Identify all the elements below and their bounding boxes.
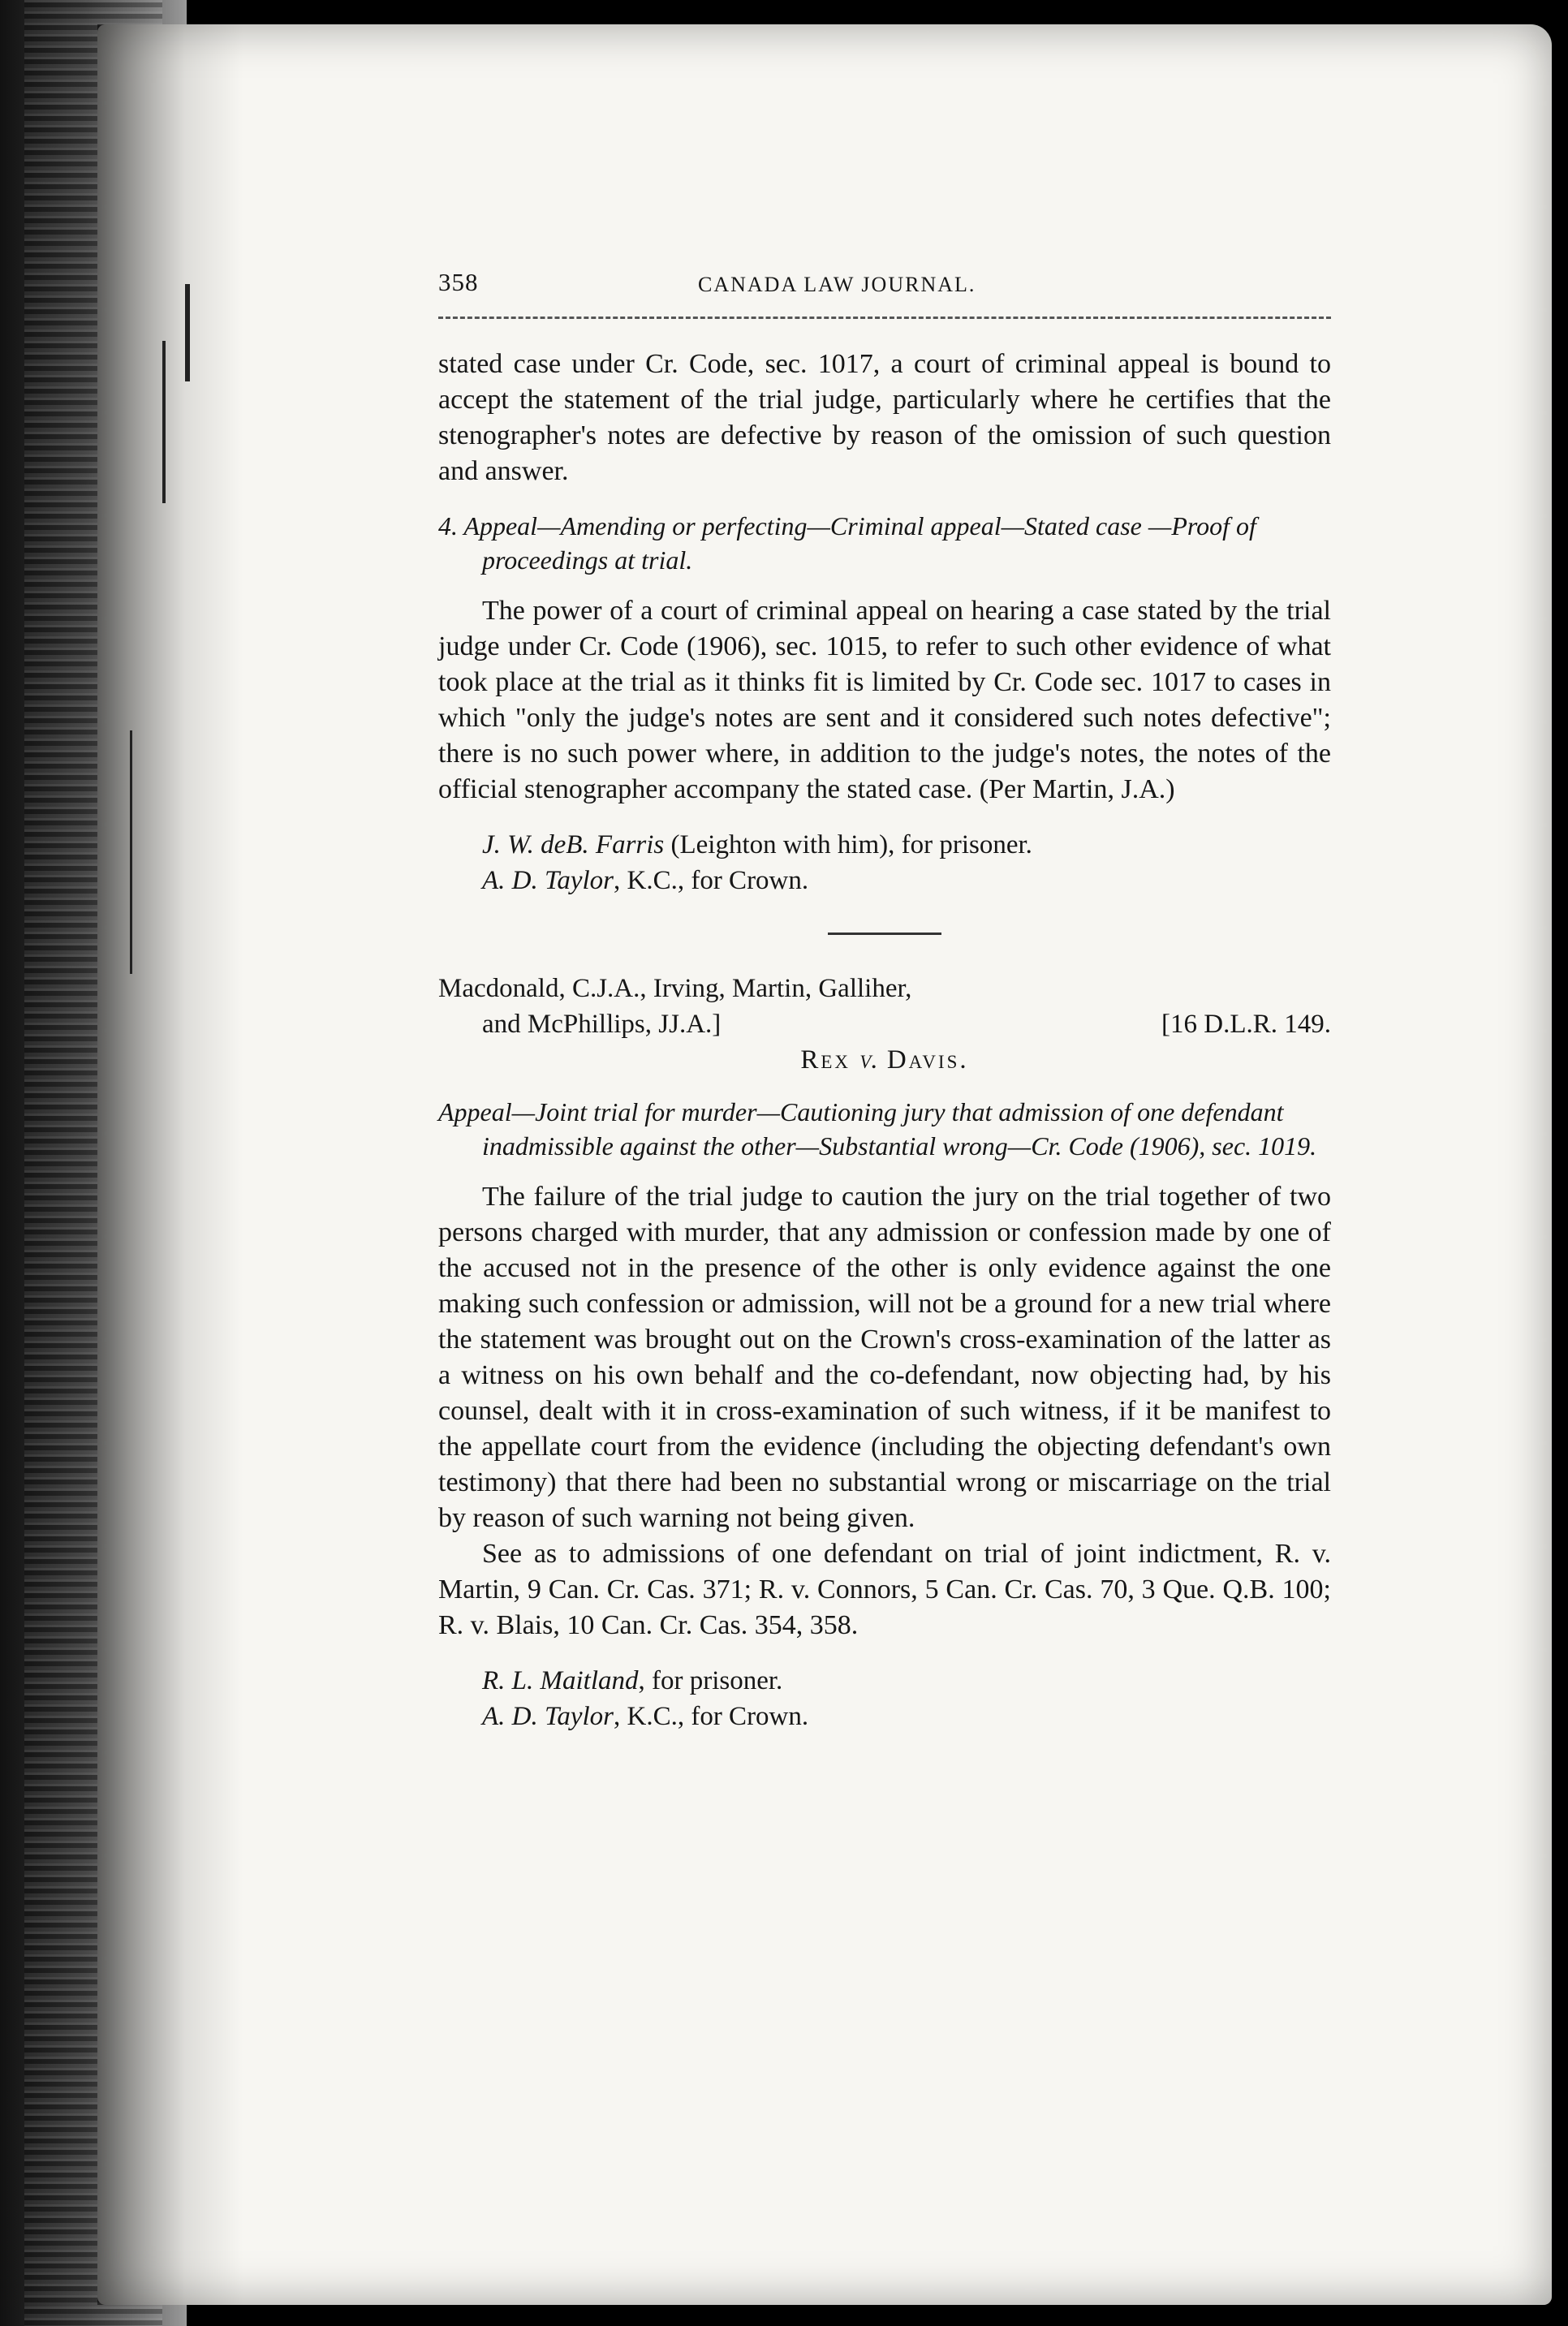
counsel-role: , K.C., for Crown. [613,866,809,895]
section-divider [828,933,941,935]
court-line-1: Macdonald, C.J.A., Irving, Martin, Galliher, [438,974,912,1003]
court-bench [438,971,1331,1042]
case-party-right: Davis. [886,1045,969,1075]
counsel-line [438,827,1331,863]
binding-mark [185,284,190,381]
counsel-name: A. D. Taylor [482,1702,614,1731]
counsel-name: J. W. deB. Farris [482,830,665,859]
court-justices: and McPhillips, JJ.A.] [482,1010,722,1039]
case-title [438,1045,1331,1075]
headnote-4: 4. Appeal—Amending or perfecting—Criminal appeal—Stated case —Proof of proceedings at trial. [438,511,1256,575]
header-rule [438,317,1331,319]
case-versus: v. [859,1045,878,1075]
counsel-role: , K.C., for Crown. [613,1702,809,1731]
counsel-name: A. D. Taylor [482,866,614,895]
page-header [438,268,1331,317]
case-paragraph-1: The failure of the trial judge to caution the jury on the trial together of two persons charged with murder, that any admission or confession made by one of the accused not in the presence of the other is only evidence against the one making such confession or admission, will not be a ground for a new trial where the statement was brought out on the Crown's cross-examination of the latter as a witness on his own behalf and the co-defendant, now objecting had, by his counsel, dealt with it in cross-examination of such witness, if it be manifest to the appellate court from the evidence (including the objecting defendant's own testimony) that there had been no substantial wrong or miscarriage on the trial by reason of such warning not being given. [438,1182,1331,1533]
opening-paragraph: stated case under Cr. Code, sec. 1017, a court of criminal appeal is bound to accept the statement of the trial judge, particularly where he certifies that the stenographer's notes are defective by reason of the omission of such question and answer. [438,349,1331,486]
counsel-name: R. L. Maitland [482,1666,639,1695]
page-number: 358 [438,268,479,296]
counsel-line [438,1699,1331,1734]
binding-mark [162,341,166,503]
counsel-line [438,863,1331,898]
counsel-block-1 [438,827,1331,898]
running-head: CANADA LAW JOURNAL. [698,273,976,296]
court-line-2 [438,1006,1331,1042]
counsel-block-2 [438,1663,1331,1734]
citation: [16 D.L.R. 149. [1161,1010,1331,1039]
case-party-left: Rex [800,1045,851,1075]
headnote-appeal: Appeal—Joint trial for murder—Cautioning jury that admission of one defendant inadmissible against the other—Substantial wrong—Cr. Code (1906), sec. 1019. [438,1097,1317,1161]
gutter-shadow [97,24,243,2305]
paragraph-4: The power of a court of criminal appeal on hearing a case stated by the trial judge under Cr. Code (1906), sec. 1015, to refer to such other evidence of what took place at the trial as it thinks fit is limited by Cr. Code sec. 1017 to cases in which "only the judge's notes are sent and it considered such notes defective"; there is no such power where, in addition to the judge's notes, the notes of the official stenographer accompany the stated case. (Per Martin, J.A.) [438,596,1331,804]
document-page [438,268,1331,1754]
counsel-role: , for prisoner. [638,1666,783,1695]
binding-mark [130,730,132,974]
case-paragraph-2: See as to admissions of one defendant on trial of joint indictment, R. v. Martin, 9 Can. Cr. Cas. 371; R. v. Connors, 5 Can. Cr. Cas. 70, 3 Que. Q.B. 100; R. v. Blais, 10 Can. Cr. Cas. 354, 358. [438,1539,1331,1640]
counsel-role: (Leighton with him), for prisoner. [664,830,1032,859]
counsel-line [438,1663,1331,1699]
